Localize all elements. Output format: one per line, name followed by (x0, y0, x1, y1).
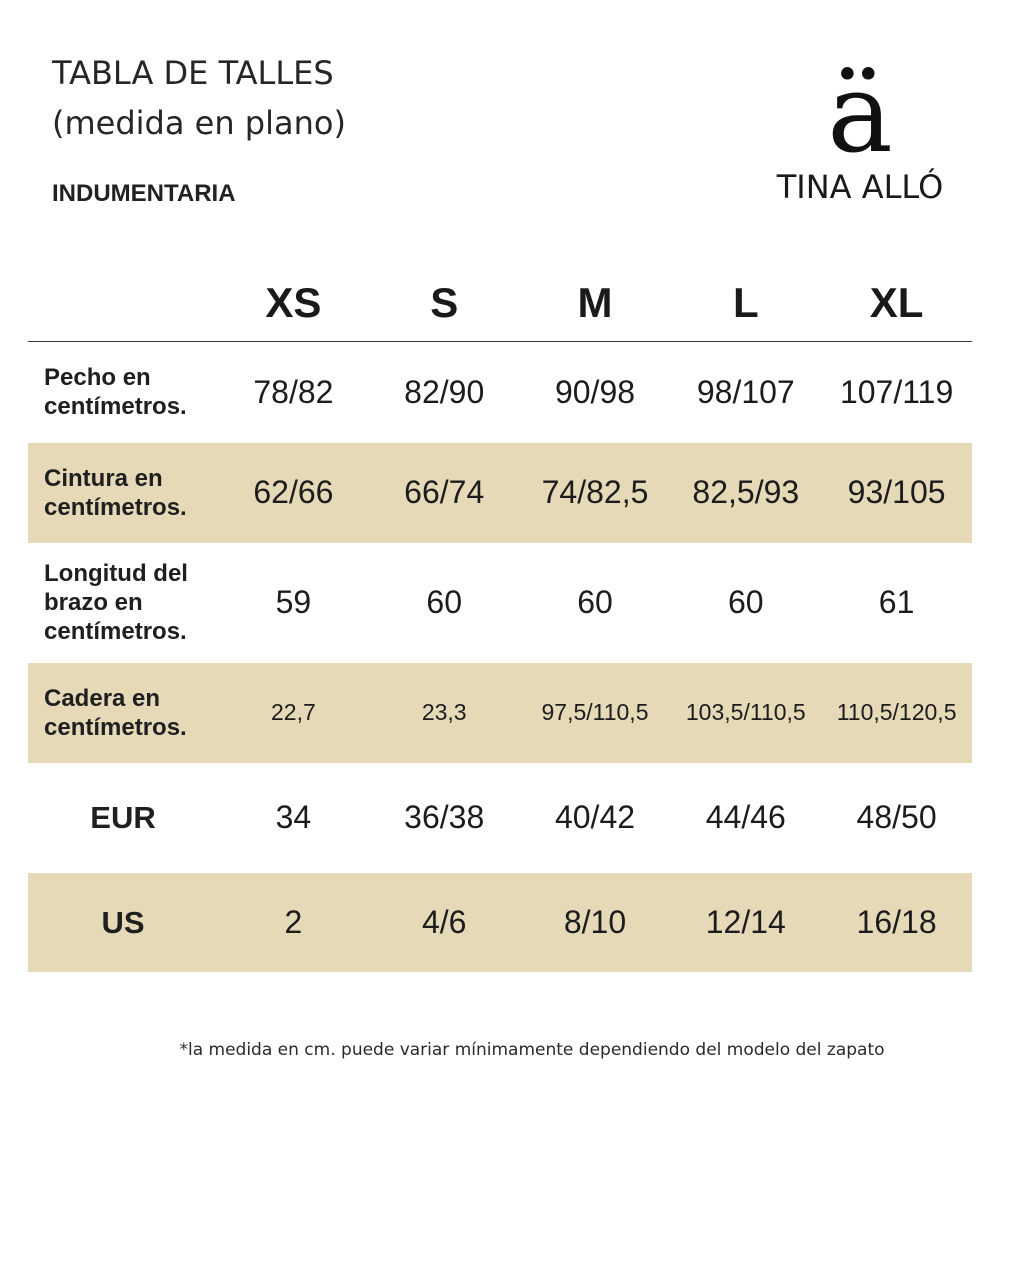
table-cell: 34 (275, 799, 312, 835)
table-cell: 60 (426, 584, 462, 620)
table-cell: 74/82,5 (520, 443, 671, 543)
size-header-l: L (670, 264, 821, 342)
page-subtitle: (medida en plano) (52, 104, 346, 142)
size-header-m: M (520, 264, 671, 342)
brand-logo-mark: ä (827, 49, 893, 177)
table-cell: 78/82 (253, 373, 334, 410)
header-corner (28, 264, 218, 342)
table-cell: 12/14 (670, 873, 821, 972)
table-cell: 8/10 (520, 873, 671, 972)
table-cell: 62/66 (218, 443, 369, 543)
table-cell: 16/18 (821, 873, 972, 972)
size-header-row (28, 264, 972, 342)
table-cell: 93/105 (821, 443, 972, 543)
table-cell: 61 (878, 584, 915, 620)
table-cell: 36/38 (404, 799, 485, 835)
size-chart-table (28, 264, 972, 972)
row-label-us: US (28, 873, 218, 972)
table-row-cintura (28, 443, 972, 543)
table-cell: 107/119 (839, 373, 954, 410)
brand-logo (760, 40, 960, 210)
table-cell: 22,7 (218, 663, 369, 763)
table-row-cadera (28, 663, 972, 763)
table-cell: 48/50 (856, 799, 937, 835)
size-header-xs: XS (218, 264, 369, 342)
row-label-cadera: Cadera en centímetros. (28, 663, 218, 763)
table-cell: 103,5/110,5 (670, 663, 821, 763)
page-title: TABLA DE TALLES (52, 54, 334, 92)
table-cell: 60 (577, 584, 613, 620)
table-cell: 110,5/120,5 (821, 663, 972, 763)
table-row-pecho (28, 342, 972, 443)
size-header-s: S (369, 264, 520, 342)
table-row-us (28, 873, 972, 972)
category-label: INDUMENTARIA (52, 180, 236, 207)
table-cell: 40/42 (554, 799, 636, 835)
row-label-eur: EUR (90, 800, 156, 835)
table-cell: 44/46 (705, 799, 786, 835)
table-cell: 82,5/93 (670, 443, 821, 543)
table-row-eur (28, 763, 972, 873)
table-cell: 59 (275, 584, 312, 620)
table-cell: 60 (727, 584, 764, 620)
table-cell: 23,3 (369, 663, 520, 763)
table-cell: 98/107 (696, 373, 795, 410)
row-label-cintura: Cintura en centímetros. (28, 443, 218, 543)
row-label-pecho: Pecho en centímetros. (44, 364, 187, 421)
size-header-xl: XL (821, 264, 972, 342)
table-cell: 97,5/110,5 (520, 663, 671, 763)
table-cell: 4/6 (369, 873, 520, 972)
brand-name: TINA ALLÓ (776, 168, 944, 206)
footnote: *la medida en cm. puede variar mínimamente dependiendo del modelo del zapato (179, 1040, 885, 1060)
table-cell: 90/98 (554, 373, 636, 410)
table-cell: 66/74 (369, 443, 520, 543)
table-cell: 2 (218, 873, 369, 972)
row-label-brazo: Longitud del brazo en centímetros. (44, 560, 188, 645)
table-row-brazo (28, 543, 972, 663)
table-cell: 82/90 (404, 373, 485, 410)
